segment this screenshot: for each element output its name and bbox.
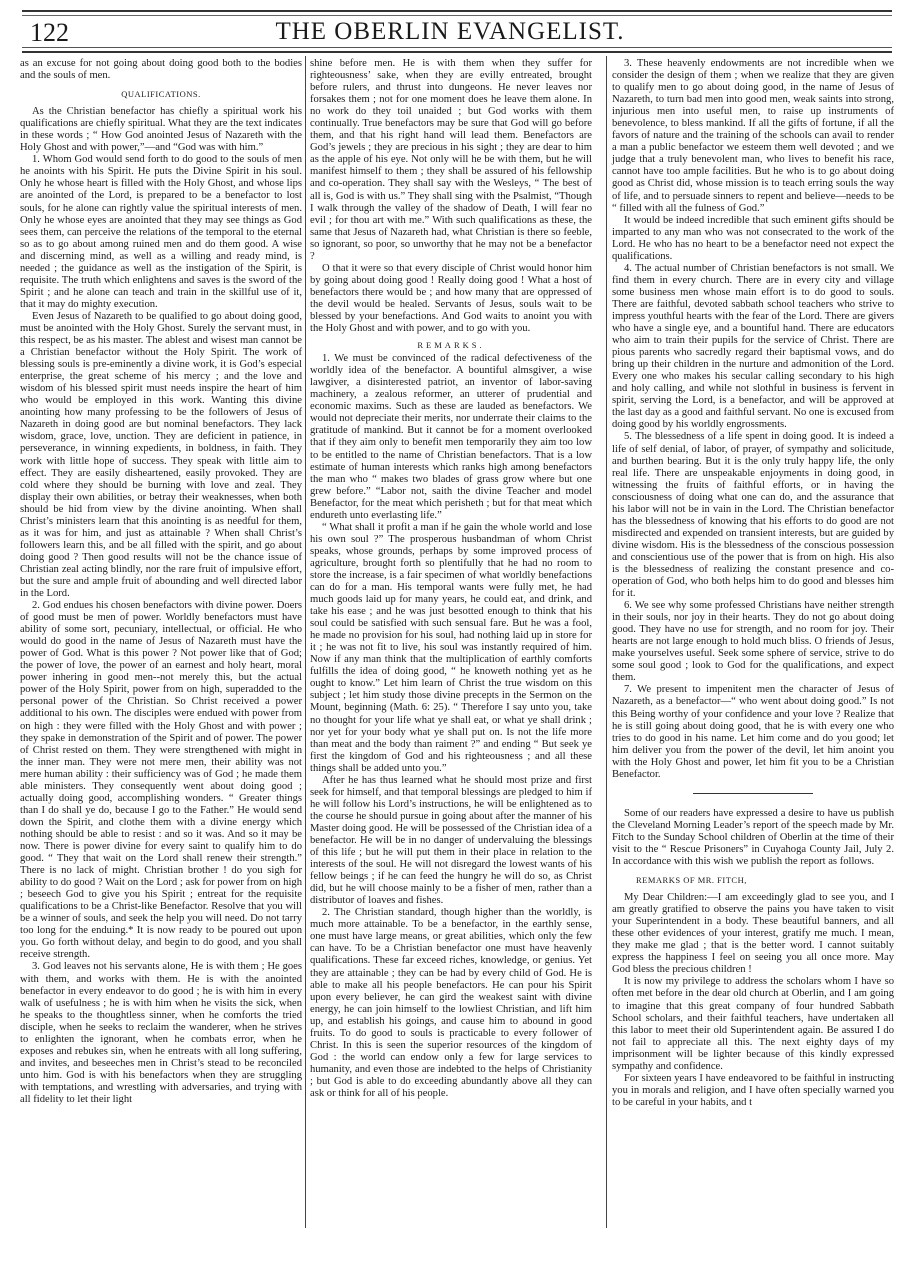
masthead-title: THE OBERLIN EVANGELIST.: [275, 18, 625, 45]
article-paragraph: It is now my privilege to address the scholars whom I have so often met before in the dear old church at Oberlin, and I am going to imagine that this great company of four hundred Sabbath School scholars, and their faithful teachers, have undertaken all this labor to meet their old Superintendent again. Be assured I do not fail to appreciate all this. The next eighty days of my imprisonment will be lighter because of this kindly expressed sympathy and confidence.: [612, 976, 894, 1072]
article-paragraph: O that it were so that every disciple of Christ would honor him by going about doing good ! Really doing good ! What a host of benefactors there would be ; and how many that are oppressed of the devil would be healed. Servants of Jesus, souls wait to be blessed by your benefactions. And God waits to anoint you with the Holy Ghost and with power, and to go with you.: [310, 262, 592, 335]
article-paragraph: Even Jesus of Nazareth to be qualified to go about doing good, must be anointed with the Holy Ghost. Surely the servant must, in this respect, be as his master. The ablest and wisest man cannot be a Christian benefactor without the Holy Spirit. The work of blessing souls is pre-eminently a divine work, it is God’s especial enterprise, the great scheme of his mercy ; and the love and wisdom of his blessed spirit must needs inspire the heart of him who would be employed in this work. Wanting this divine anointing how many professing to be the followers of Jesus of Nazareth in doing good are but nominal benefactors. They lack wisdom, grace, love, unction. They are deficient in patience, in perseverance, in winning expedients, in boldness, in faith. They work with little hope of success. They speak with little aim to effect. They are easily disheartened, easily provoked. They are cold where they should be burning with love and zeal. They display their own abilities, or betray their weaknesses, when both should be hid from view by the divine anointing. When shall Christ’s ministers learn that this anointing is as needful for them, as it was for him, and just as attainable ? When shall Christ’s followers learn this, and be all filled with the spirit, and go about doing good ? Then good results will not be the chance issue of Christian zeal acting blindly, nor the rare fruit of impulsive effort, but the sure and ample fruit of abounding and well directed labor in the Lord.: [20, 310, 302, 600]
section-heading: QUALIFICATIONS.: [121, 89, 201, 100]
article-paragraph: 3. God leaves not his servants alone, He is with them ; He goes with them, and works with them. He is with the anointed benefactor in every endeavor to do good ; he is with him in every walk of usefulness ; he is with him when he visits the sick, when he speaks to the thoughtless sinner, when he comforts the tried disciple, when he seeks to reclaim the wanderer, when he strives to enlighten the ignorant, when he combats error, when he exposes and rebukes sin, when he entreats with all long suffering, and invites, and beseeches men in Christ’s stead to be reconciled unto him. God is with his benefactors when they are struggling with temptations, and wrestling with adversaries, and trying with all fidelity to let their light: [20, 961, 302, 1105]
article-paragraph: It would be indeed incredible that such eminent gifts should be imparted to any man who was not consecrated to the work of the Lord. He who has no heart to be a benefactor need not expect the qualifications.: [612, 214, 894, 262]
section-heading: REMARKS.: [417, 340, 485, 351]
article-paragraph: After he has thus learned what he should most prize and first seek for himself, and that temporal blessings are pledged to him if he will follow his Lord’s instructions, he will be enlightened as to the course he should pursue in going about after the manner of his Master doing good. He will be possessed of the Christian idea of a benefactor. He will be in no danger of undervaluing the blessings of this life ; but he will put them in their place in relation to the interests of the soul. He will not disregard the lowest wants of his fellow beings ; if he can feed the hungry he will do so, as Christ did, but he will choose mainly to be a fisher of men, rather than a distributor of loaves and fishes.: [310, 774, 592, 907]
section-heading: REMARKS OF MR. FITCH,: [636, 875, 747, 886]
article-paragraph: For sixteen years I have endeavored to be faithful in instructing you in morals and religion, and I have often specially warned you to be careful in your habits, and t: [612, 1072, 894, 1108]
column-3: [612, 58, 894, 1109]
article-paragraph: shine before men. He is with them when they suffer for righteousness’ sake, when they are evilly entreated, brought before rulers, and thrust into dungeons. He never leaves nor forsakes them ; not for one moment does he leave them alone. In no work do they toil unaided ; but God works with them continually. True benefactors may be sure that God will go before them, and that his right hand will lead them. Benefactors are God’s jewels ; they are precious in his sight ; they are dear to him as the apple of his eye. Not only will he be with them, but he will manifest himself to them ; they shall be assured of his fellowship and co-operation. They shall say with the Wesleys, “ The best of all is, God is with us.” They shall sing with the Psalmist, “Though I walk through the valley of the shadow of Death, I will fear no evil ; for thou art with me.” With such qualifications as these, the same that Jesus of Nazareth had, what Christian is there so feeble, so ignorant, so poor, so unworthy that he may not be a benefactor ?: [310, 58, 592, 262]
article-paragraph: 7. We present to impenitent men the character of Jesus of Nazareth, as a benefactor—“ who went about doing good.” Is not this Being worthy of your confidence and your love ? Realize that he is still going about doing good, that he is with every one who tries to do good in his name. Let him come and do you good; let him deliver you from the power of the devil, let him anoint you with the Holy Ghost and power, let him fit you to be a Christian Benefactor.: [612, 684, 894, 780]
article-paragraph: 2. God endues his chosen benefactors with divine power. Doers of good must be men of power. Worldly benefactors must have ability of some sort, pecuniary, intellectual, or official. He who would do good in the name of Jesus of Nazareth must have the power of God. What is this power ? Not power like that of God; the power of love, the power of an earnest and holy heart, moral power inhering in good men--not merely this, but the actual power of the Holy Spirit, power from on high, superadded to the personal power of the Christian. So Christ received a power additional to his own. The disciples were endued with power from on high : they were filled with the Holy Ghost and with power ; they spake in demonstration of the Spirit and of power. The power of Christ rested on them. They were strengthened with might in the inner man. They were not mere men, their ability was not mere human ability : their sufficiency was of God ; he made them able ministers. They consequently went about doing good ; actually doing good, accomplishing wonders. “ Greater things than I do shall ye do, because I go to the Father.” He would send down the Spirit, and clothe them with a divine energy which nothing should be able to resist : and so it was. And so it may be now. There is power divine for every saint to qualify him to do good. “ They that wait on the Lord shall renew their strength.” There is no lack of might. Christian brother ! do you sigh for ability to do good ? Wait on the Lord ; ask for power from on high ; beseech God to give you his Spirit ; entreat for the requisite qualifications to be a Christ-like Benefactor. Resolve that you will be a winner of souls, and seek the help you will need. Do not tarry too long for the enduing.* It is now ready to be poured out upon you. Go forth without delay, and begin to do good, and you shall receive strength.: [20, 600, 302, 961]
article-paragraph: 3. These heavenly endowments are not incredible when we consider the design of them ; when we realize that they are given to qualify men to go about doing good, in the name of Jesus of Nazareth, to turn bad men into good men, weak saints into strong, injurious men into useful men, to raise up instruments of benevolence, to bless mankind. If all the gifts of fortune, if all the favors of nature and the training of the schools can avail to render a man a public benefactor we esteem them well devoted ; and we judge that a truly benevolent man, who lives to benefit his race, cannot have too ample facilities. But he who is to go about doing good as Christ did, whose mission is to teach erring souls the way of life, and to persuade sinners to repent and believe—needs to be “ filled with all the fulness of God.”: [612, 58, 894, 214]
article-paragraph: 2. The Christian standard, though higher than the worldly, is much more attainable. To be a benefactor, in the earthly sense, one must have large means, or great abilities, which only the few can have. To be a Christian benefactor one must have heavenly qualifications. These far exceed riches, knowledge, or genius. Yet they are attainable ; they can be had by every child of God. He is able to make all his people benefactors. He can pour his Spirit upon every believer, he can gird the weakest saint with divine energy, he can join himself to the lowliest Christian, and lift him up, and establish his goings, and cause him to abound in good fruits. To do good to souls is practicable to every follower of Christ. In this is seen the superior resources of the kingdom of God : the world can endow only a few for large services to humanity, and even those are indebted to the helps of Christianity ; but God is able to do exceeding abundantly above all they can ask or think for all of his people.: [310, 907, 592, 1099]
article-paragraph: as an excuse for not going about doing good both to the bodies and the souls of men.: [20, 58, 302, 82]
page-number: 122: [30, 18, 69, 47]
column-1: [20, 58, 302, 1106]
article-paragraph: As the Christian benefactor has chiefly a spiritual work his qualifications are chiefly spiritual. What they are the text indicates in these words ; “ How God anointed Jesus of Nazareth with the Holy Ghost and with power,”—and “God was with him.”: [20, 106, 302, 154]
column-2: [310, 58, 592, 1100]
section-divider: [693, 793, 813, 794]
article-paragraph: My Dear Children:—I am exceedingly glad to see you, and I am greatly gratified to observe the pains you have taken to visit your Superintendent in a body. These beautiful banners, and all these other evidences of your interest, gratify me much. I mean, they make me glad ; that is the better word. I cannot suitably express the happiness I feel on seeing you all once more. May God bless the precious children !: [612, 892, 894, 976]
article-paragraph: “ What shall it profit a man if he gain the whole world and lose his own soul ?” The prosperous husbandman of whom Christ speaks, whose grounds, perhaps by some improved process of agriculture, brought forth so plentifully that he had no room to store the increase, is a fair specimen of what worldly benefactions can do for a man. His temporal wants were fully met, he had much goods laid up for many years, he could eat, and drink, and take his ease ; and he was just besotted enough to think that his soul could be satisfied with such sensual fare. But he was a fool, he made no provision for his soul, had nothing laid up in store for it ; he was not fit to live, his soul was instantly required of him. Now if any man think that the multiplication of earthly comforts fulfills the idea of doing good, “ he knoweth nothing yet as he ought to know.” Let him learn of Christ the true wisdom on this subject ; let him study those divine precepts in the Sermon on the Mount, beginning (Math. 6: 25). “ Therefore I say unto you, take no thought for your life what ye shall eat, or what ye shall drink ; nor yet for your body what ye shall put on. Is not the life more than meat and the body than raiment ?” and ending “ But seek ye first the kingdom of God and his righteousness ; and all these things shall be added unto you.”: [310, 521, 592, 774]
header-rule-top: [22, 10, 892, 16]
article-paragraph: 6. We see why some professed Christians have neither strength in their souls, nor joy in their hearts. They do not go about doing good. They have no use for strength, and no room for joy. Their hearts are not large enough to hold much bliss. O friends of Jesus, make yourselves useful. Seek some sphere of service, strive to do some soul good ; look to God for the qualifications, and expect them.: [612, 600, 894, 684]
header-rule-bottom: [22, 47, 892, 53]
article-paragraph: Some of our readers have expressed a desire to have us publish the Cleveland Morning Leader’s report of the speech made by Mr. Fitch to the Sunday School children of Oberlin at the time of their visit to the “ Rescue Prisoners” in Cuyahoga County Jail, July 2. In accordance with this wish we publish the report as follows.: [612, 807, 894, 867]
column-divider: [305, 56, 306, 1228]
article-paragraph: 5. The blessedness of a life spent in doing good. It is indeed a life of self denial, of labor, of prayer, of sympathy and solicitude, and burthen bearing. But it is the only truly happy life, the only real life. There are unspeakable enjoyments in doing good, in witnessing the fruits of faithful efforts, or in having the consciousness of doing what one can do, and the assurance that his labor will not be in vain in the Lord. The Christian benefactor has the blessedness of knowing that his efforts to do good are not misdirected and expended on transient interests, but are guided by divine wisdom. His is the blessedness of the conscious possession and conscientious use of the power that is from on high. His also is the blessedness of realizing the constant presence and co-operation of God, who both helps him to do good and blesses him for it.: [612, 431, 894, 600]
article-paragraph: 4. The actual number of Christian benefactors is not small. We find them in every church. There are in every city and village some business men whose main effort is to do good to souls. There are faithful, devoted sabbath school teachers who strive to impress youthful hearts with the fear of the Lord. There are givers who have a single eye, and a bountiful hand. There are educators who aim to train their pupils for the service of Christ. There are pious parents who sacredly regard their baptismal vows, and do bring up their children in the nurture and admonition of the Lord. Every one who makes his secular calling secondary to his high and holy calling, and while not slothful in business is fervent in spirit, serving the Lord, is a benefactor, and will be approved at the last day as a good and faithful servant. No one is excused from doing good by his worldly engrossments.: [612, 262, 894, 431]
article-paragraph: 1. Whom God would send forth to do good to the souls of men he anoints with his Spirit. He puts the Divine Spirit in his soul. Only he whose heart is filled with the Holy Ghost, and whose lips are anointed of the Lord, is prepared to be a benefactor to lost souls, for he alone can rightly value the spiritual interests of men. Only he whose eyes are anointed that they may see things as God sees them, can perceive the relations of the temporal to the eternal so as to go about among ruined men and do them good. A wise and discerning mind, as well as a willing and ready mind, is needed ; the guidance as well as the instigation of the Spirit, is requisite. The truth which enlightens and saves is the sword of the Spirit ; and he alone can teach and train in the skillful use of it, that it may do mighty execution.: [20, 154, 302, 310]
column-divider: [606, 56, 607, 1228]
article-paragraph: 1. We must be convinced of the radical defectiveness of the worldly idea of the benefactor. A bountiful almsgiver, a wise lawgiver, a disinterested patriot, an inventor of labor-saving machinery, a zealous reformer, an utterer of prudential and economic maxims. Such as these are lauded as benefactors. We would not depreciate their merits, nor underrate their claims to the gratitude of mankind. But it cannot be for a moment overlooked that if they aim only to benefit men temporarily they aim too low to be entitled to the name of Christian benefactors. That is a low estimate of human interests which ranks high among benefactors the man who “ makes two blades of grass grow where but one grew before.” “Labor not, saith the divine Teacher and model Benefactor, for the meat which perisheth ; but for that meat which endureth unto everlasting life.”: [310, 353, 592, 521]
